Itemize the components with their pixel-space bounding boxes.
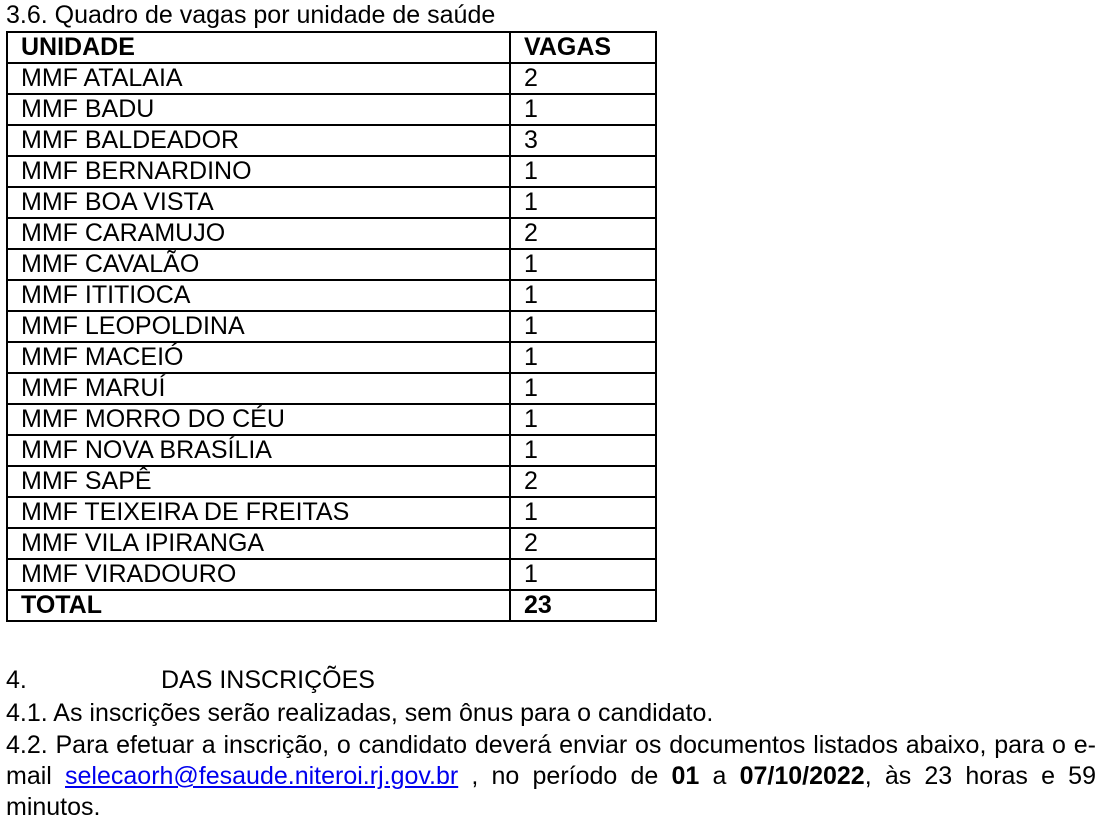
- email-link[interactable]: selecaorh@fesaude.niteroi.rj.gov.br: [65, 762, 459, 790]
- date-end: 07/10/2022: [739, 762, 865, 790]
- unit-cell: MMF BADU: [7, 94, 510, 125]
- table-row: [7, 466, 656, 497]
- vacancies-cell: 2: [510, 63, 656, 94]
- unit-cell: MMF MACEIÓ: [7, 342, 510, 373]
- table-row: [7, 280, 656, 311]
- vacancies-cell: 3: [510, 125, 656, 156]
- p42-mid1: , no período de: [458, 762, 672, 790]
- section-4-title: DAS INSCRIÇÕES: [161, 666, 375, 694]
- paragraph-4-2: [6, 730, 1096, 823]
- total-row: [7, 590, 656, 621]
- table-row: [7, 559, 656, 590]
- vacancies-cell: 1: [510, 497, 656, 528]
- header-unit: UNIDADE: [7, 32, 510, 63]
- vacancies-cell: 1: [510, 559, 656, 590]
- vacancies-cell: 1: [510, 280, 656, 311]
- p42-mid2: a: [699, 762, 740, 790]
- table-row: [7, 125, 656, 156]
- table-row: [7, 311, 656, 342]
- vacancies-cell: 1: [510, 342, 656, 373]
- section-4-number: 4.: [6, 666, 27, 694]
- unit-cell: MMF MARUÍ: [7, 373, 510, 404]
- header-vacancies: VAGAS: [510, 32, 656, 63]
- date-start: 01: [671, 762, 700, 790]
- unit-cell: MMF VILA IPIRANGA: [7, 528, 510, 559]
- table-row: [7, 218, 656, 249]
- unit-cell: MMF MORRO DO CÉU: [7, 404, 510, 435]
- vacancies-cell: 1: [510, 311, 656, 342]
- table-row: [7, 497, 656, 528]
- p42-tail: , às 23 horas e 59 minutos.: [6, 762, 1096, 821]
- vacancies-cell: 2: [510, 218, 656, 249]
- unit-cell: MMF CAVALÃO: [7, 249, 510, 280]
- vacancies-table: [6, 31, 657, 622]
- table-row: [7, 63, 656, 94]
- table-row: [7, 187, 656, 218]
- unit-cell: MMF TEIXEIRA DE FREITAS: [7, 497, 510, 528]
- table-body: [7, 63, 656, 621]
- table-row: [7, 404, 656, 435]
- vacancies-cell: 1: [510, 187, 656, 218]
- table-row: [7, 435, 656, 466]
- vacancies-cell: 1: [510, 404, 656, 435]
- vacancies-cell: 2: [510, 466, 656, 497]
- vacancies-cell: 1: [510, 373, 656, 404]
- section-title: 3.6. Quadro de vagas por unidade de saúde: [6, 1, 496, 29]
- vacancies-cell: 1: [510, 249, 656, 280]
- unit-cell: MMF BALDEADOR: [7, 125, 510, 156]
- total-label: TOTAL: [7, 590, 510, 621]
- vacancies-cell: 1: [510, 156, 656, 187]
- table-row: [7, 156, 656, 187]
- paragraph-4-1: 4.1. As inscrições serão realizadas, sem ônus para o candidato.: [6, 699, 714, 727]
- table-row: [7, 249, 656, 280]
- unit-cell: MMF CARAMUJO: [7, 218, 510, 249]
- vacancies-cell: 2: [510, 528, 656, 559]
- unit-cell: MMF NOVA BRASÍLIA: [7, 435, 510, 466]
- unit-cell: MMF VIRADOURO: [7, 559, 510, 590]
- p42-lead: 4.2. Para efetuar a inscrição, o candidato deverá enviar os documentos listados abaixo, para o e-mail: [6, 731, 1096, 790]
- unit-cell: MMF ATALAIA: [7, 63, 510, 94]
- unit-cell: MMF BOA VISTA: [7, 187, 510, 218]
- vacancies-cell: 1: [510, 435, 656, 466]
- unit-cell: MMF ITITIOCA: [7, 280, 510, 311]
- table-row: [7, 342, 656, 373]
- table-row: [7, 528, 656, 559]
- section-4-heading: [6, 665, 375, 696]
- unit-cell: MMF LEOPOLDINA: [7, 311, 510, 342]
- unit-cell: MMF SAPÊ: [7, 466, 510, 497]
- unit-cell: MMF BERNARDINO: [7, 156, 510, 187]
- table-row: [7, 373, 656, 404]
- total-value: 23: [510, 590, 656, 621]
- table-row: [7, 94, 656, 125]
- table-header-row: [7, 32, 656, 63]
- vacancies-cell: 1: [510, 94, 656, 125]
